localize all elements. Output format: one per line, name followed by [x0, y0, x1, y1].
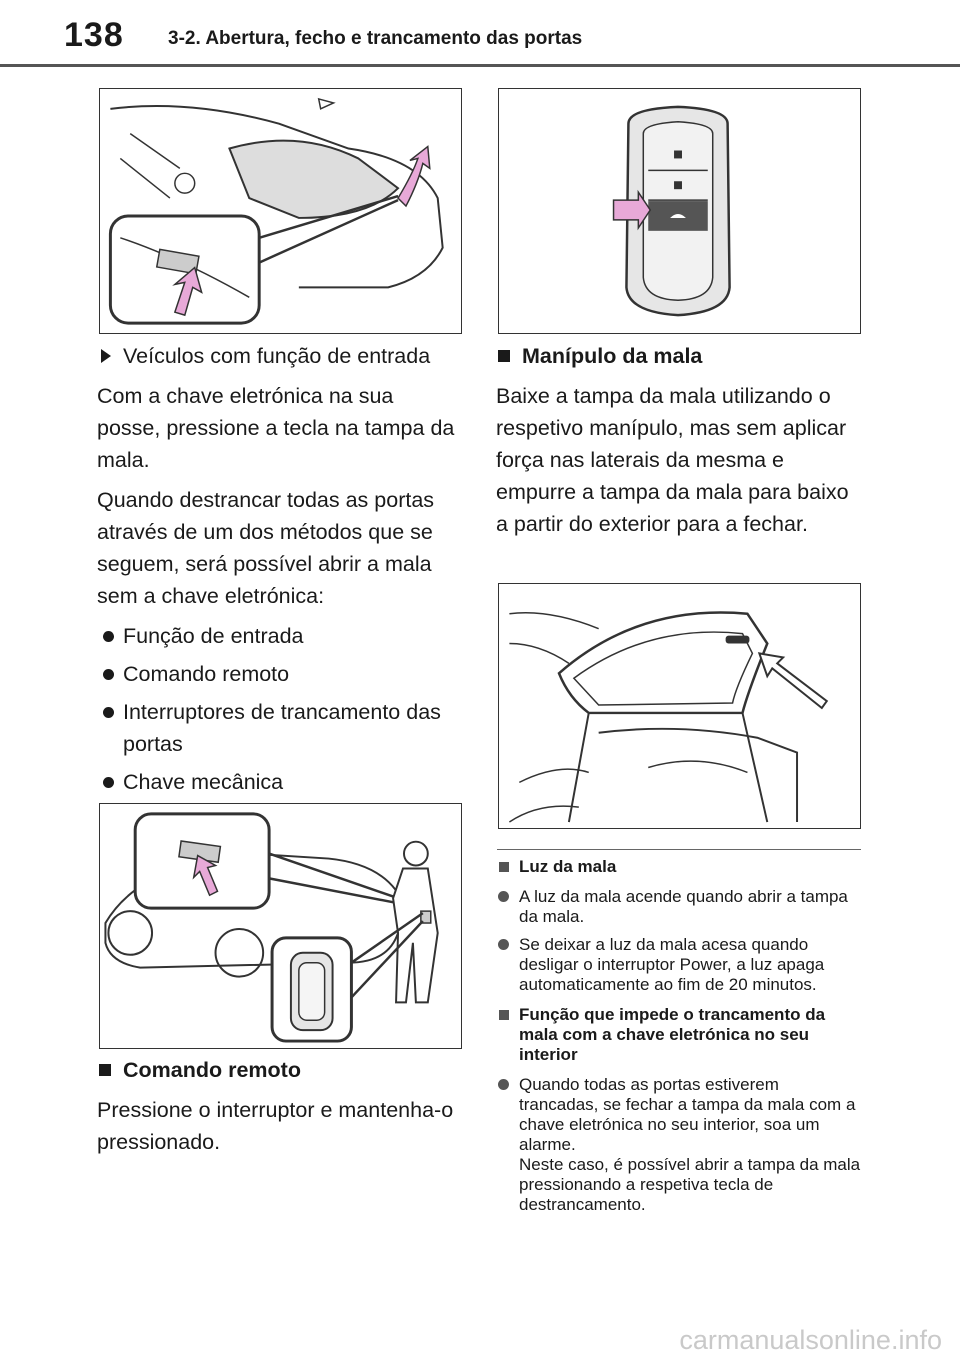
paragraph-key-in-possession: Com a chave eletrónica na sua posse, pressione a tecla na tampa da mala. — [97, 384, 455, 472]
trunk-button-illustration — [100, 89, 461, 333]
heading-handle: Manípulo da mala — [522, 344, 703, 368]
heading-remote-row — [97, 1054, 462, 1086]
heading-handle-row — [496, 340, 861, 372]
bullet-dot-icon — [498, 891, 509, 902]
bullet-dot-icon — [103, 669, 114, 680]
bullet-dot-icon — [103, 707, 114, 718]
list-item-text: Comando remoto — [123, 662, 290, 686]
note-light-heading-row — [497, 857, 861, 877]
trunk-handle-illustration — [499, 584, 860, 828]
list-item — [497, 887, 861, 927]
square-bullet-icon — [499, 1010, 509, 1020]
right-column — [496, 340, 861, 540]
square-bullet-icon — [499, 862, 509, 872]
list-item — [97, 658, 462, 690]
list-item-text: Função de entrada — [123, 624, 304, 648]
list-item — [97, 766, 462, 798]
left-column — [97, 340, 462, 798]
bullet-dot-icon — [498, 1079, 509, 1090]
list-item — [497, 935, 861, 995]
remote-section — [97, 1054, 462, 1158]
note-lock-heading: Função que impede o trancamento da mala com a chave eletrónica no seu interior — [519, 1005, 826, 1064]
list-item — [97, 696, 462, 760]
figure-trunk-handle — [498, 583, 861, 829]
paragraph-unlock-methods: Quando destrancar todas as portas através de um dos métodos que se seguem, será possível abrir a mala sem a chave eletrónica: — [97, 488, 435, 608]
list-item — [97, 620, 462, 652]
list-item-text: A luz da mala acende quando abrir a tampa da mala. — [519, 887, 848, 926]
key-fob-illustration — [499, 89, 860, 333]
page-number: 138 — [64, 16, 124, 54]
header-rule — [0, 64, 960, 67]
figure-remote-operation — [99, 803, 462, 1049]
square-bullet-icon — [99, 1064, 111, 1076]
list-item-text: Chave mecânica — [123, 770, 284, 794]
heading-remote: Comando remoto — [123, 1058, 301, 1082]
paragraph-remote: Pressione o interruptor e mantenha-o pressionado. — [97, 1098, 454, 1154]
figure-trunk-button — [99, 88, 462, 334]
list-item-text: Se deixar a luz da mala acesa quando desligar o interruptor Power, a luz apaga automaticamente ao fim de 20 minutos. — [519, 935, 825, 994]
section-title: 3-2. Abertura, fecho e trancamento das portas — [168, 28, 583, 49]
paragraph-handle: Baixe a tampa da mala utilizando o respetivo manípulo, mas sem aplicar força nas laterais da mesma e empurre a tampa da mala para baixo a partir do exterior para a fechar. — [496, 384, 849, 536]
bullet-dot-icon — [103, 777, 114, 788]
page-header — [0, 0, 960, 70]
watermark: carmanualsonline.info — [679, 1325, 942, 1355]
list-item-text: Interruptores de trancamento das portas — [123, 700, 441, 756]
note-light-heading: Luz da mala — [519, 857, 617, 876]
remote-operation-illustration — [100, 804, 461, 1048]
notes-divider — [497, 849, 861, 850]
square-bullet-icon — [498, 350, 510, 362]
triangle-bullet-icon — [101, 349, 111, 363]
figure-key-fob — [498, 88, 861, 334]
subheading-entry-row — [97, 340, 462, 372]
notes-section — [497, 857, 861, 1215]
note-lock-text-1: Quando todas as portas estiverem trancadas, se fechar a tampa da mala com a chave eletrónica no seu interior, soa um alarme. — [519, 1075, 856, 1154]
note-lock-text-2: Neste caso, é possível abrir a tampa da mala pressionando a respetiva tecla de destrancamento. — [519, 1155, 861, 1214]
bullet-dot-icon — [498, 939, 509, 950]
bullet-dot-icon — [103, 631, 114, 642]
note-lock-heading-row — [497, 1005, 861, 1065]
subheading-entry: Veículos com função de entrada — [123, 344, 431, 368]
list-item — [497, 1075, 861, 1215]
